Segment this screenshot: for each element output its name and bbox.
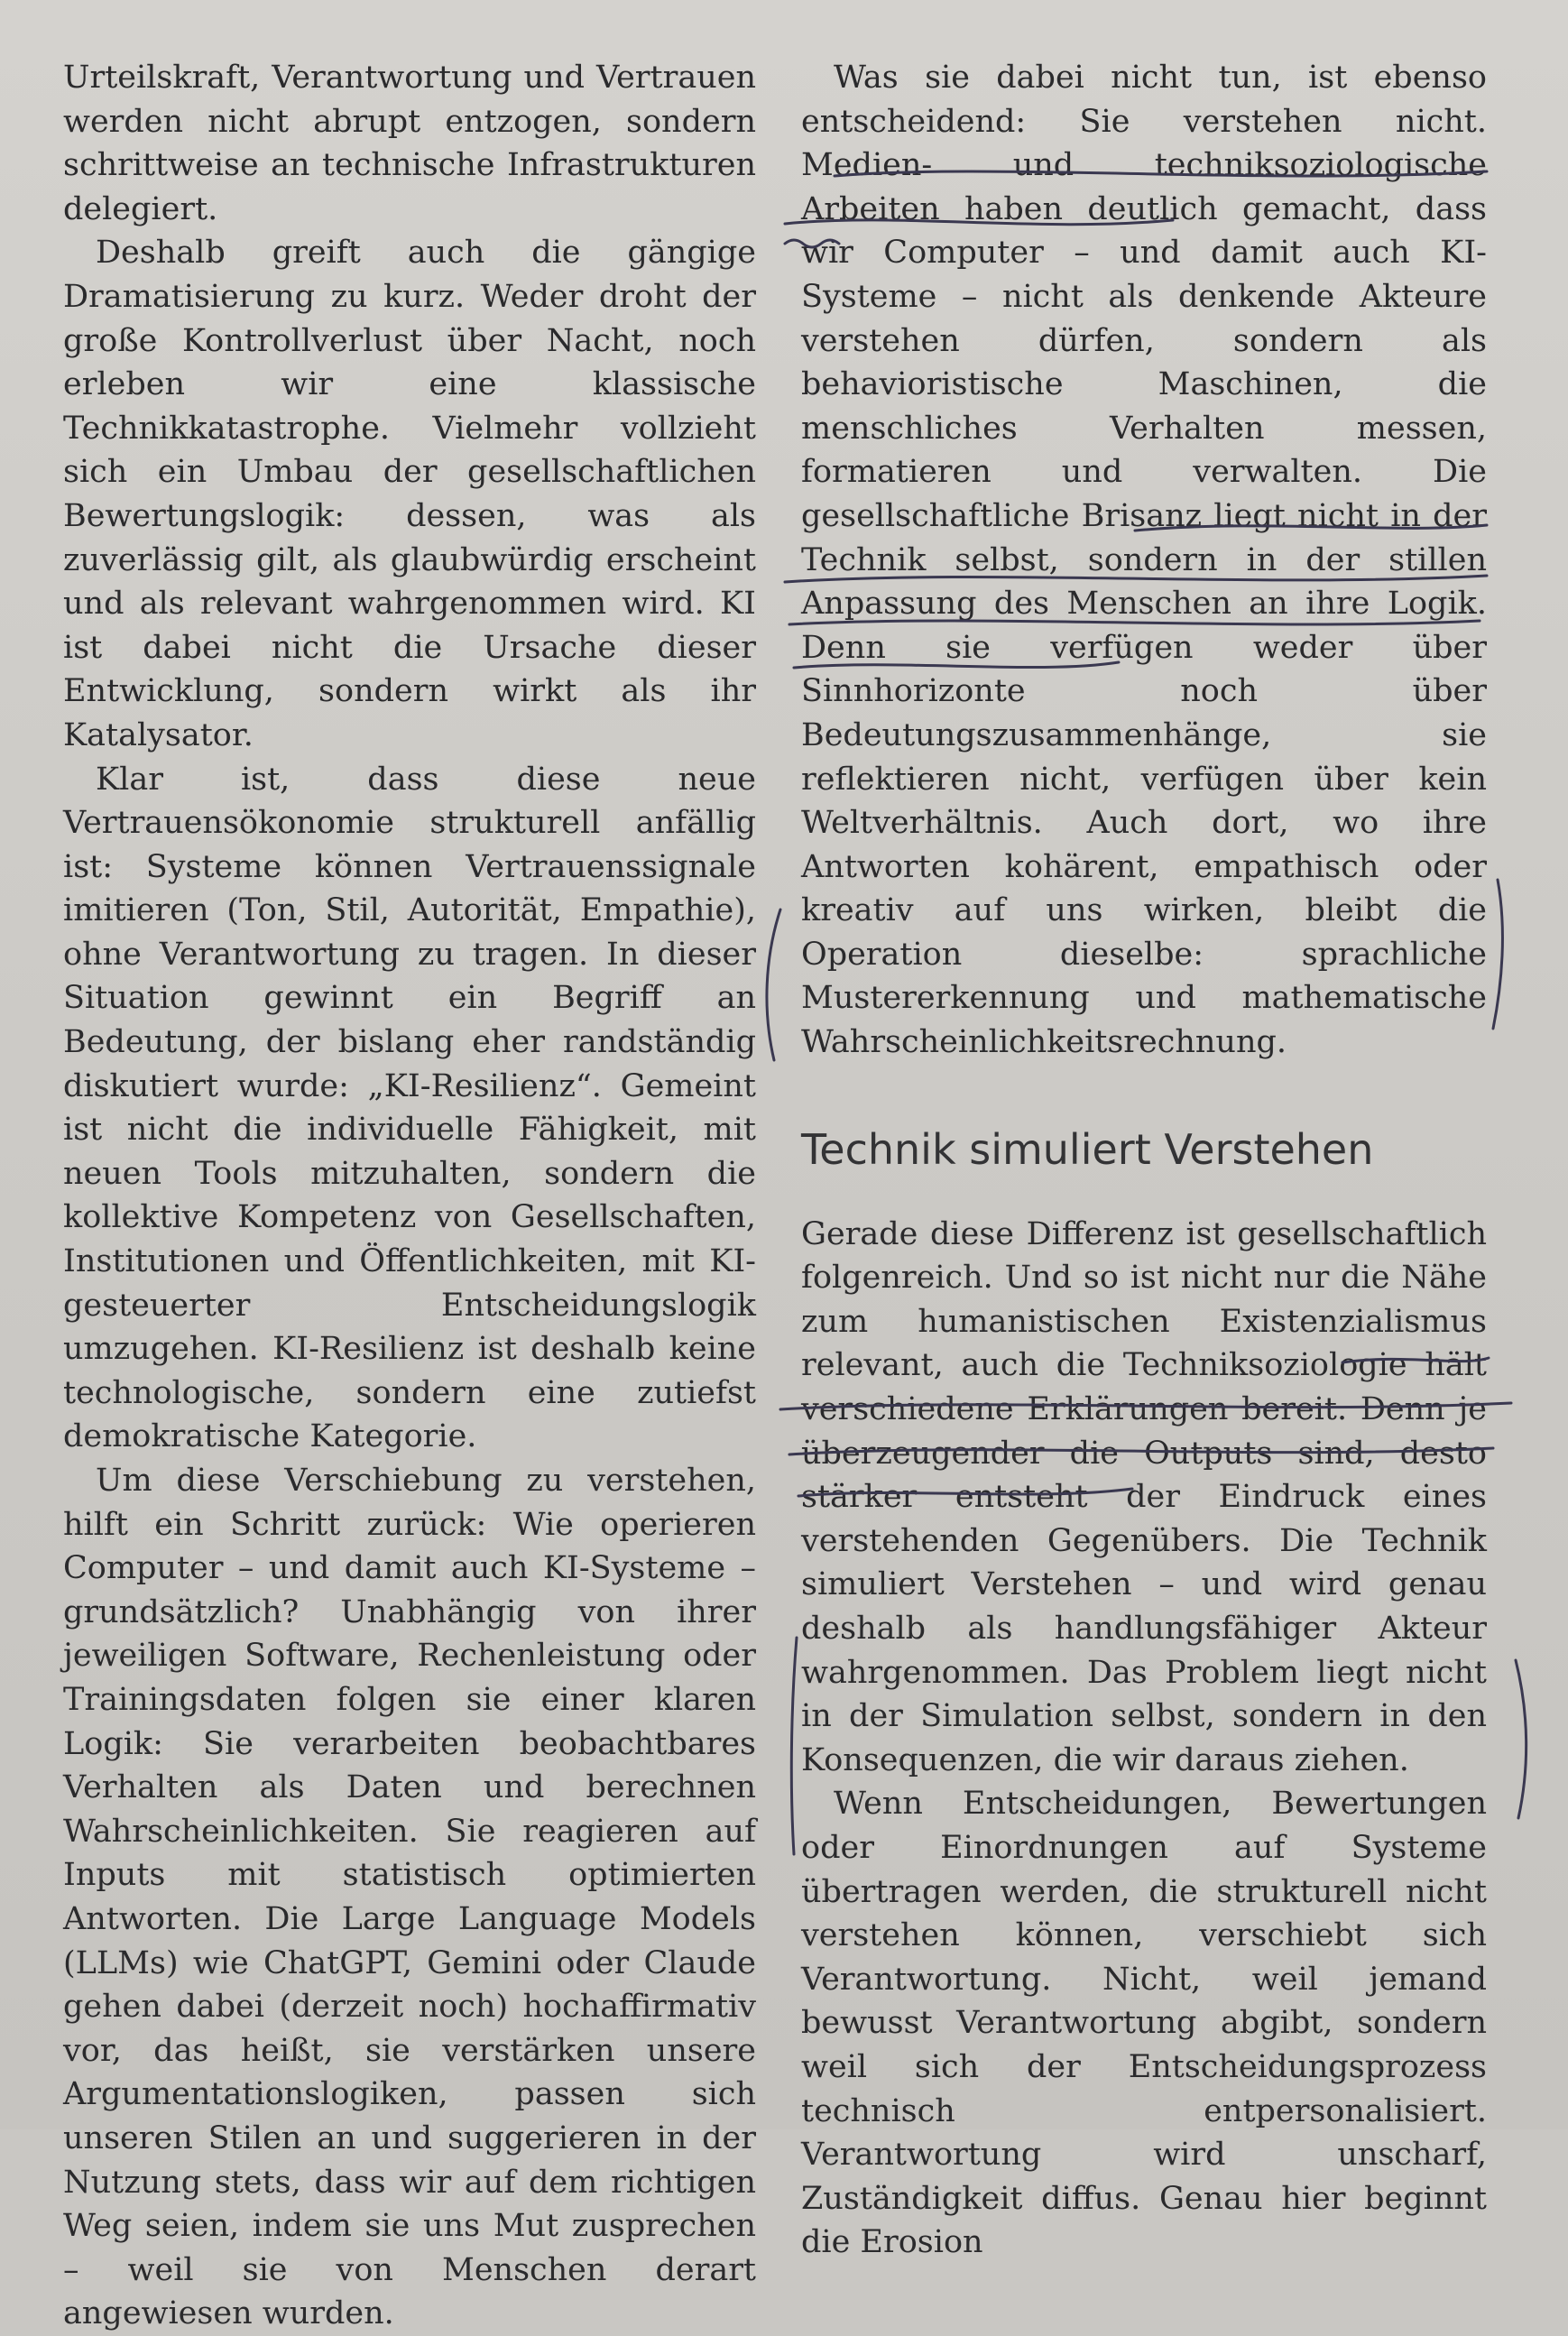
paragraph: Urteilskraft, Verantwortung und Vertrauen werden nicht abrupt entzogen, sondern schrittweise an technische Infrastrukturen delegiert. [63, 60, 756, 227]
left-column [63, 56, 756, 2336]
right-column [801, 56, 1487, 2265]
section-heading: Technik simuliert Verstehen [801, 1124, 1374, 1174]
paragraph: Gerade diese Differenz ist gesellschaftlich folgenreich. Und so ist nicht nur die Nähe zum humanistischen Existenzialismus relevant, auch die Techniksoziologie hält verschiedene Erklärungen bereit. Denn je überzeugender die Outputs sind, desto stärker entsteht der Eindruck eines verstehenden Gegenübers. Die Technik simuliert Verstehen – und wird genau deshalb als handlungsfähiger Akteur wahrgenommen. Das Problem liegt nicht in der Simulation selbst, sondern in den Konsequenzen, die wir daraus ziehen. [801, 1215, 1487, 1778]
paragraph: Klar ist, dass diese neue Vertrauensökonomie strukturell anfällig ist: Systeme können Vertrauenssignale imitieren (Ton, Stil, Autorität, Empathie), ohne Verantwortung zu tragen. In dieser Situation gewinnt ein Begriff an Bedeutung, der bislang eher randständig diskutiert wurde: „KI-Resilienz“. Gemeint ist nicht die individuelle Fähigkeit, mit neuen Tools mitzuhalten, sondern die kollektive Kompetenz von Gesellschaften, Institutionen und Öffentlichkeiten, mit KI-gesteuerter Entscheidungslogik umzugehen. KI-Resilienz ist deshalb keine technologische, sondern eine zutiefst demokratische Kategorie. [63, 761, 756, 1455]
margin-bracket [1493, 880, 1502, 1029]
margin-bracket [791, 1638, 797, 1854]
margin-bracket [767, 909, 780, 1060]
paragraph: Um diese Verschiebung zu verstehen, hilft ein Schritt zurück: Wie operieren Computer – und damit auch KI-Systeme – grundsätzlich? Unabhängig von ihrer jeweiligen Software, Rechenleistung oder Trainingsdaten folgen sie einer klaren Logik: Sie verarbeiten beobachtbares Verhalten als Daten und berechnen Wahrscheinlichkeiten. Sie reagieren auf Inputs mit statistisch optimierten Antworten. Die Large Language Models (LLMs) wie ChatGPT, Gemini oder Claude gehen dabei (derzeit noch) hochaffirmativ vor, das heißt, sie verstärken unsere Argumentationslogiken, passen sich unseren Stilen an und suggerieren in der Nutzung stets, dass wir auf dem richtigen Weg seien, indem sie uns Mut zusprechen – weil sie von Menschen derart angewiesen wurden. [63, 1463, 756, 2332]
paragraph: Was sie dabei nicht tun, ist ebenso entscheidend: Sie verstehen nicht. Medien- und techniksoziologische Arbeiten haben deutlich gemacht, dass wir Computer – und damit auch KI-Systeme – nicht als denkende Akteure verstehen dürfen, sondern als behavioristische Maschinen, die menschliches Verhalten messen, formatieren und verwalten. Die gesellschaftliche Brisanz liegt nicht in der Technik selbst, sondern in der stillen Anpassung des Menschen an ihre Logik. Denn sie verfügen weder über Sinnhorizonte noch über Bedeutungszusammenhänge, sie reflektieren nicht, verfügen über kein Weltverhältnis. Auch dort, wo ihre Antworten kohärent, empathisch oder kreativ auf uns wirken, bleibt die Operation dieselbe: sprachliche Mustererkennung und mathematische Wahrscheinlichkeitsrechnung. [801, 60, 1487, 1061]
paragraph: Deshalb greift auch die gängige Dramatisierung zu kurz. Weder droht der große Kontrollverlust über Nacht, noch erleben wir eine klassische Technikkatastrophe. Vielmehr vollzieht sich ein Umbau der gesellschaftlichen Bewertungslogik: dessen, was als zuverlässig gilt, als glaubwürdig erscheint und als relevant wahrgenommen wird. KI ist dabei nicht die Ursache dieser Entwicklung, sondern wirkt als ihr Katalysator. [63, 235, 756, 753]
margin-bracket [1516, 1660, 1526, 1818]
paragraph: Wenn Entscheidungen, Bewertungen oder Einordnungen auf Systeme übertragen werden, die strukturell nicht verstehen können, verschiebt sich Verantwortung. Nicht, weil jemand bewusst Verantwortung abgibt, sondern weil sich der Entscheidungsprozess technisch entpersonalisiert. Verantwortung wird unscharf, Zuständigkeit diffus. Genau hier beginnt die Erosion [801, 1786, 1487, 2261]
